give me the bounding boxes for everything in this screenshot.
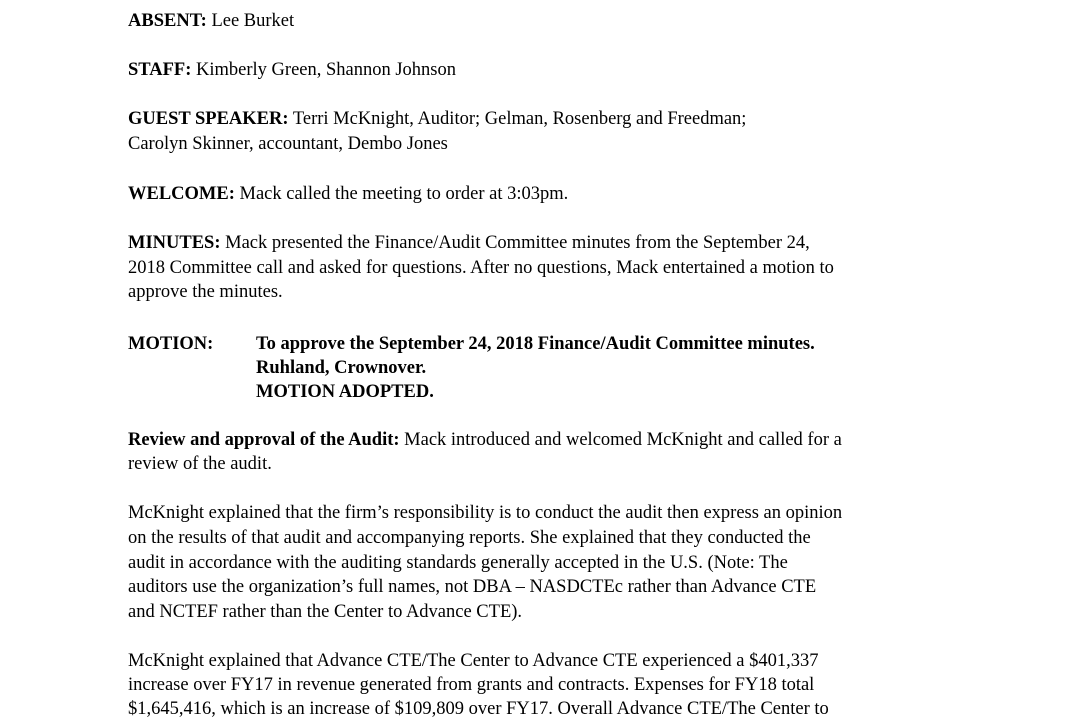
staff-label: STAFF: (128, 60, 192, 80)
minutes-label: MINUTES: (128, 233, 221, 253)
staff-line (128, 58, 456, 82)
review-text-2: review of the audit. (128, 454, 272, 474)
minutes-text-3: approve the minutes. (128, 282, 283, 302)
para1-line-3: audit in accordance with the auditing standards generally accepted in the U.S. (Note: The (128, 553, 788, 573)
motion-text-1: To approve the September 24, 2018 Finance/Audit Committee minutes. (256, 334, 815, 354)
absent-label: ABSENT: (128, 11, 207, 31)
review-line-2 (128, 452, 272, 476)
welcome-text: Mack called the meeting to order at 3:03pm. (239, 184, 569, 204)
para1-line-1: McKnight explained that the firm’s responsibility is to conduct the audit then express an opinion (128, 503, 843, 523)
minutes-line-3 (128, 280, 283, 304)
staff-text: Kimberly Green, Shannon Johnson (196, 60, 457, 80)
motion-label: MOTION: (128, 334, 214, 354)
welcome-label: WELCOME: (128, 184, 235, 204)
review-line-1 (128, 428, 842, 452)
motion-text-2: Ruhland, Crownover. (256, 358, 427, 378)
guest-text-1: Terri McKnight, Auditor; Gelman, Rosenberg and Freedman; (292, 109, 747, 129)
para2-line-1: McKnight explained that Advance CTE/The Center to Advance CTE experienced a $401,337 (128, 651, 819, 671)
para1-line-4: auditors use the organization’s full names, not DBA – NASDCTEc rather than Advance CTE (128, 577, 817, 597)
review-label: Review and approval of the Audit: (128, 430, 400, 450)
minutes-line-2 (128, 256, 834, 280)
minutes-text-2: 2018 Committee call and asked for questions. After no questions, Mack entertained a motion to (128, 258, 834, 278)
minutes-text-1: Mack presented the Finance/Audit Committee minutes from the September 24, (225, 233, 810, 253)
review-text-1: Mack introduced and welcomed McKnight and called for a (404, 430, 842, 450)
guest-text-2: Carolyn Skinner, accountant, Dembo Jones (128, 134, 448, 154)
para1-line-2: on the results of that audit and accompanying reports. She explained that they conducted the (128, 528, 811, 548)
guest-label: GUEST SPEAKER: (128, 109, 289, 129)
para1-line-5: and NCTEF rather than the Center to Advance CTE). (128, 602, 523, 622)
absent-text: Lee Burket (211, 11, 295, 31)
guest-line-2 (128, 132, 448, 156)
motion-text-3: MOTION ADOPTED. (256, 382, 434, 402)
para2-line-2: increase over FY17 in revenue generated from grants and contracts. Expenses for FY18 total (128, 675, 815, 695)
absent-line (128, 9, 294, 33)
guest-line-1 (128, 107, 746, 131)
minutes-line-1 (128, 231, 810, 255)
welcome-line (128, 182, 568, 206)
para2-line-3: $1,645,416, which is an increase of $109,809 over FY17. Overall Advance CTE/The Center to (128, 699, 829, 719)
